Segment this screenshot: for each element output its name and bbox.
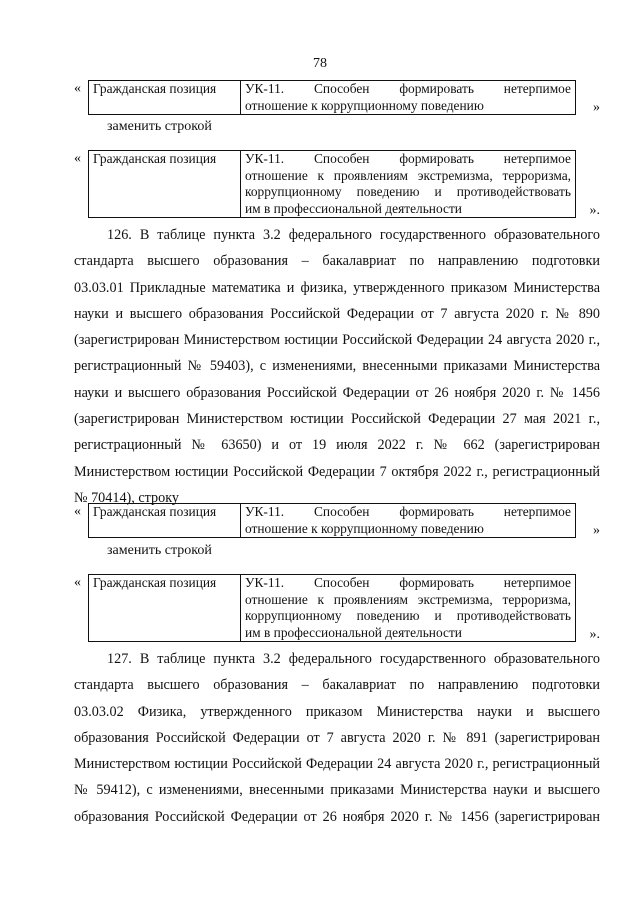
table-row xyxy=(89,151,576,218)
cell-line: им в профессиональной деятельности xyxy=(245,624,462,640)
cell-line: УК-11. Способен формировать нетерпимое xyxy=(245,575,571,590)
paragraph-line: (зарегистрирован Министерством юстиции Российской Федерации 27 мая 2021 г., xyxy=(74,411,600,428)
paragraph-line: (зарегистрирован Министерством юстиции Российской Федерации 24 августа 2020 г., xyxy=(74,332,600,349)
table-row xyxy=(89,504,576,538)
quote-close: » xyxy=(593,100,600,115)
paragraph-line: 126. В таблице пункта 3.2 федерального государственного образовательного xyxy=(107,227,600,243)
competency-table xyxy=(88,80,576,115)
paragraph-line: регистрационный № 63650) и от 19 июля 2022 г. № 662 (зарегистрирован xyxy=(74,437,600,454)
table-cell-competency xyxy=(241,151,576,218)
paragraph-line: образования Российской Федерации от 7 августа 2020 г. № 891 (зарегистрирован xyxy=(74,729,600,746)
table-row-replacement-2 xyxy=(74,574,600,641)
cell-line: коррупционному поведению и противодействовать xyxy=(245,608,571,623)
cell-line: отношение к проявлениям экстремизма, терроризма, xyxy=(245,167,571,183)
paragraph-line: Министерством юстиции Российской Федерации 24 августа 2020 г., регистрационный xyxy=(74,756,600,773)
paragraph-line: № 70414), строку xyxy=(74,489,180,506)
table-cell-competency xyxy=(241,81,576,115)
paragraph-126 xyxy=(74,222,600,511)
replace-instruction: заменить строкой xyxy=(107,543,212,558)
paragraph-line: регистрационный № 59403), с изменениями, внесенными приказами Министерства xyxy=(74,358,600,375)
competency-table xyxy=(88,574,576,642)
quote-close: ». xyxy=(589,627,600,642)
quote-open: « xyxy=(74,151,81,166)
competency-table xyxy=(88,150,576,218)
paragraph-line: науки и высшего образования Российской Федерации от 26 ноября 2020 г. № 1456 xyxy=(74,384,600,401)
paragraph-line: образования Российской Федерации от 26 ноября 2020 г. № 1456 (зарегистрирован xyxy=(74,808,600,825)
cell-line: коррупционному поведению и противодействовать xyxy=(245,184,571,199)
paragraph-line: 127. В таблице пункта 3.2 федерального государственного образовательного xyxy=(107,651,600,667)
table-row xyxy=(89,81,576,115)
quote-open: « xyxy=(74,575,81,590)
table-cell-category: Гражданская позиция xyxy=(89,504,241,538)
paragraph-line: науки и высшего образования Российской Федерации от 7 августа 2020 г. № 890 xyxy=(74,305,600,322)
table-cell-competency xyxy=(241,575,576,642)
competency-table xyxy=(88,503,576,538)
paragraph-line: № 59412), с изменениями, внесенными приказами Министерства науки и высшего xyxy=(74,782,600,799)
cell-line: им в профессиональной деятельности xyxy=(245,200,462,216)
table-cell-category: Гражданская позиция xyxy=(89,81,241,115)
cell-line: УК-11. Способен формировать нетерпимое xyxy=(245,504,571,519)
paragraph-line: 03.03.02 Физика, утвержденного приказом Министерства науки и высшего xyxy=(74,703,600,720)
quote-close: » xyxy=(593,523,600,538)
cell-line: УК-11. Способен формировать нетерпимое xyxy=(245,151,571,166)
paragraph-line: стандарта высшего образования – бакалавриат по направлению подготовки xyxy=(74,253,600,270)
cell-line: отношение к коррупционному поведению xyxy=(245,520,484,536)
cell-line: УК-11. Способен формировать нетерпимое xyxy=(245,81,571,96)
paragraph-line: Министерством юстиции Российской Федерации 7 октября 2022 г., регистрационный xyxy=(74,463,600,480)
paragraph-line: 03.03.01 Прикладные математика и физика, утвержденного приказом Министерства xyxy=(74,279,600,296)
replace-instruction: заменить строкой xyxy=(107,119,212,134)
page-number: 78 xyxy=(313,56,327,71)
table-row-replacement-1 xyxy=(74,150,600,217)
table-cell-competency xyxy=(241,504,576,538)
quote-close: ». xyxy=(589,203,600,218)
quote-open: « xyxy=(74,504,81,519)
table-cell-category: Гражданская позиция xyxy=(89,575,241,642)
table-cell-category: Гражданская позиция xyxy=(89,151,241,218)
paragraph-127 xyxy=(74,646,600,830)
table-row xyxy=(89,575,576,642)
table-row-original-2 xyxy=(74,503,600,537)
paragraph-line: стандарта высшего образования – бакалавриат по направлению подготовки xyxy=(74,677,600,694)
quote-open: « xyxy=(74,81,81,96)
cell-line: отношение к проявлениям экстремизма, терроризма, xyxy=(245,591,571,607)
table-row-original-1 xyxy=(74,80,600,114)
cell-line: отношение к коррупционному поведению xyxy=(245,97,484,113)
